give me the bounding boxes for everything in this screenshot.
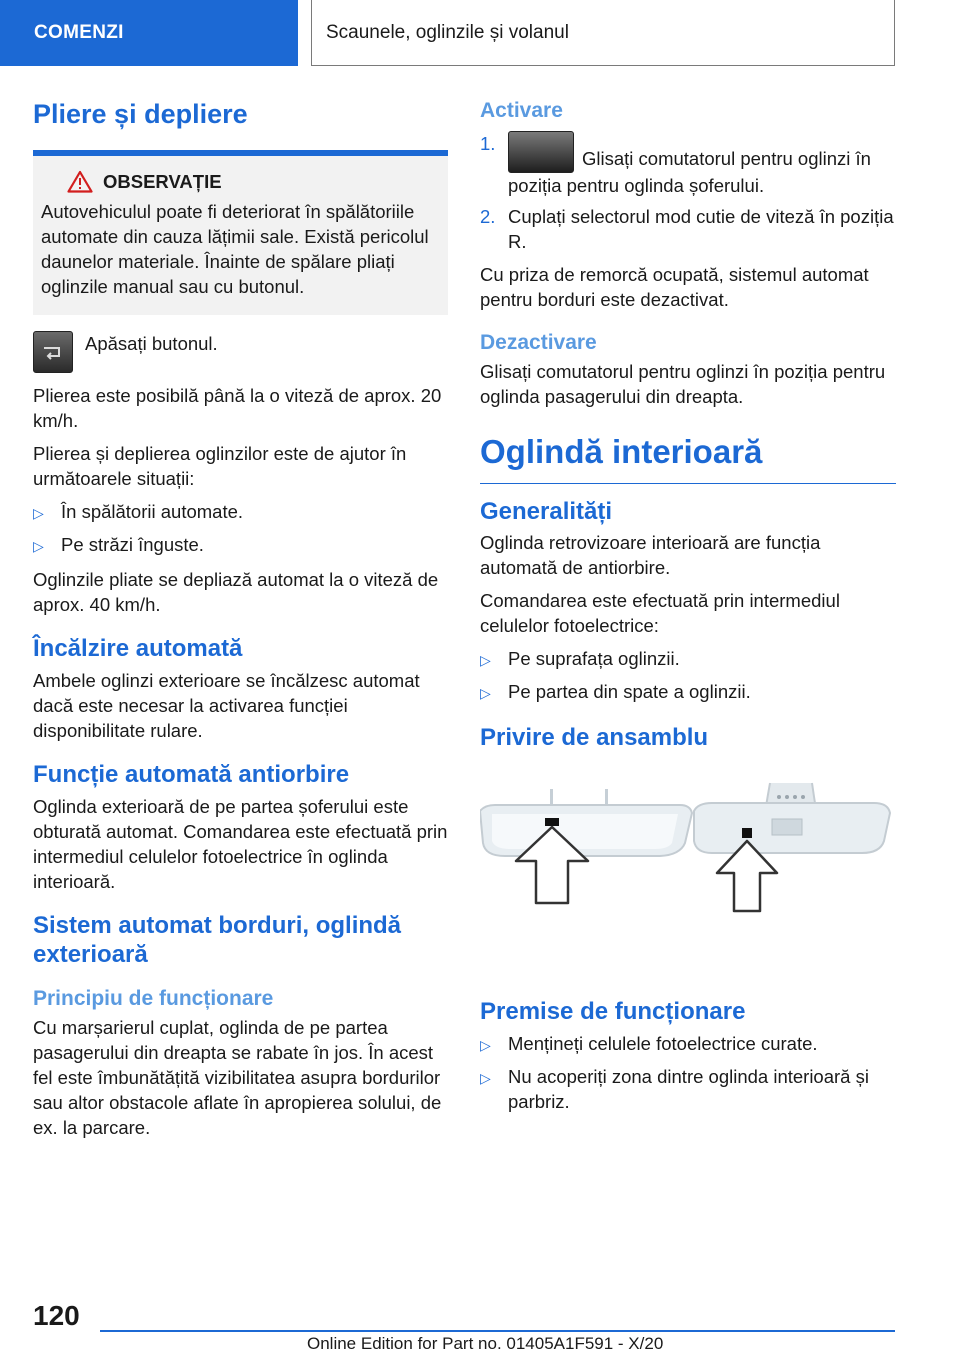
list-item: ▷ Pe partea din spate a oglinzii.	[480, 679, 896, 706]
interior-mirror-heading	[480, 431, 896, 483]
antiglare-title: Funcție automată antiorbire	[33, 761, 350, 789]
list-item: ▷ Nu acoperiți zona dintre oglinda interioară și parbriz.	[480, 1066, 869, 1113]
interior-mirror-illustration	[480, 781, 896, 976]
list-item: ▷ Pe străzi înguste.	[33, 532, 448, 559]
section-tab	[0, 0, 298, 66]
fold-button-instruction	[33, 331, 448, 373]
principle-text: Cu marșarierul cuplat, oglinda de pe partea pasagerului din dreapta se rabate în jos. În acest fel este îmbunătățită vizibilitatea asupra bordurilor sau altor obstacole aflate în apropierea solului, de ex. la parcare.	[33, 1016, 442, 1138]
principle-title: Principiu de funcționare	[33, 986, 274, 1010]
antiglare-text: Oglinda exterioară de pe partea șoferului este obturată automat. Comandarea este efectuată prin intermediul celulelor fotoelectrice în oglinda interioară.	[33, 795, 448, 892]
fold-button-text: Apăsați butonul.	[85, 333, 218, 355]
unfold-speed-text: Oglinzile pliate se depliază automat la o viteză de aprox. 40 km/h.	[33, 569, 439, 616]
section-label: COMENZI	[34, 22, 124, 43]
page-number: 120	[33, 1300, 80, 1331]
step-item: 2. Cuplați selectorul mod cutie de viteză în poziția R.	[480, 206, 894, 253]
overview-title: Privire de ansamblu	[480, 724, 709, 752]
warning-header	[41, 170, 440, 193]
chapter-header	[311, 0, 895, 66]
edition-text: Online Edition for Part no. 01405A1F591 - X/20	[307, 1334, 664, 1353]
triangle-bullet-icon: ▷	[480, 1037, 491, 1054]
step-item: 1. Glisați comutatorul pentru oglinzi în poziția pentru oglinda șoferului.	[480, 133, 871, 197]
interior-mirror-title: Oglindă interioară	[480, 433, 763, 471]
deactivation-title: Dezactivare	[480, 331, 597, 355]
list-item: ▷ Pe suprafața oglinzii.	[480, 646, 896, 673]
list-item: ▷ În spălătorii automate.	[33, 499, 448, 526]
mirror-fold-button-icon	[33, 331, 73, 373]
footer-divider	[100, 1330, 895, 1332]
curb-title: Sistem automat borduri, oglindă exterioară	[33, 911, 402, 968]
right-column	[480, 98, 896, 1122]
general-title: Generalități	[480, 497, 613, 525]
triangle-bullet-icon: ▷	[480, 685, 491, 702]
triangle-bullet-icon: ▷	[480, 652, 491, 669]
photocell-list	[480, 646, 896, 706]
deactivation-text: Glisați comutatorul pentru oglinzi în poziția pentru oglinda pasagerului din dreapta.	[480, 361, 886, 408]
section-title-folding: Pliere și depliere	[33, 99, 248, 129]
list-item: ▷ Mențineți celulele fotoelectrice curate.	[480, 1031, 896, 1058]
heating-text: Ambele oglinzi exterioare se încălzesc automat dacă este necesar la activarea funcției disponibilitate rulare.	[33, 670, 420, 742]
chapter-label: Scaunele, oglinzile și volanul	[326, 21, 569, 43]
triangle-bullet-icon: ▷	[33, 538, 44, 555]
triangle-bullet-icon: ▷	[33, 505, 44, 522]
situations-list	[33, 499, 448, 559]
general-text-1: Oglinda retrovizoare interioară are funcția automată de antiorbire.	[480, 532, 821, 579]
warning-triangle-icon	[67, 170, 93, 193]
fold-situations-intro: Plierea și deplierea oglinzilor este de ajutor în următoarele situații:	[33, 443, 407, 490]
activation-steps	[480, 131, 896, 254]
heating-title: Încălzire automată	[33, 635, 243, 663]
warning-label: OBSERVAȚIE	[103, 170, 222, 192]
warning-text: Autovehiculul poate fi deteriorat în spălătoriile automate din cauza lățimii sale. Există pericolul daunelor materiale. Înainte de spălare pliați oglinzile manual sau cu butonul.	[41, 201, 429, 298]
prerequisites-title: Premise de funcționare	[480, 998, 746, 1026]
activation-title: Activare	[480, 99, 563, 122]
fold-speed-text: Plierea este posibilă până la o viteză de aprox. 20 km/h.	[33, 385, 442, 432]
triangle-bullet-icon: ▷	[480, 1070, 491, 1087]
left-column	[33, 98, 448, 1148]
trailer-text: Cu priza de remorcă ocupată, sistemul automat pentru borduri este dezactivat.	[480, 264, 869, 311]
mirror-switch-icon	[508, 131, 574, 173]
prerequisites-list	[480, 1031, 896, 1114]
general-text-2: Comandarea este efectuată prin intermediul celulelor fotoelectrice:	[480, 590, 840, 637]
warning-box	[33, 150, 448, 315]
